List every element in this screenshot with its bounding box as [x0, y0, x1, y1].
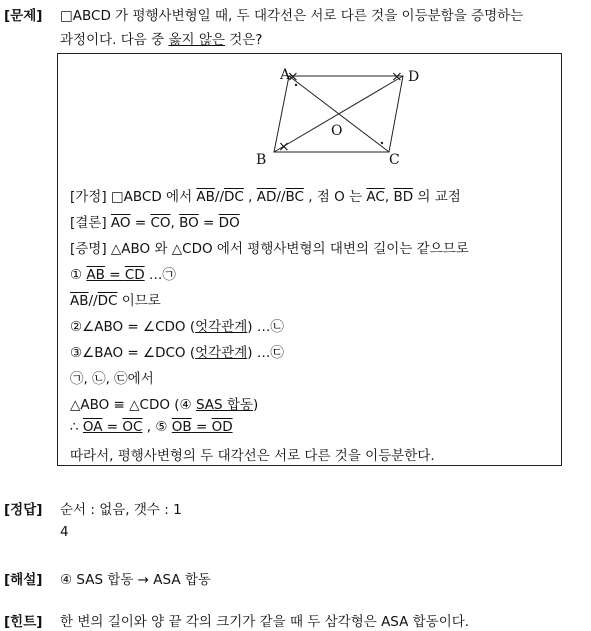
- angle-mark-d: ×: [287, 69, 299, 85]
- explanation-label: [해설]: [4, 572, 43, 588]
- problem-underlined-phrase: 옳지 않은: [168, 32, 225, 48]
- vertex-label-a: A: [280, 67, 291, 83]
- problem-line-2: 과정이다. 다음 중 옳지 않은 것은?: [60, 32, 263, 48]
- proof-step-3: ③∠BAO = ∠DCO (엇각관계) …㉢: [70, 345, 284, 361]
- hint-text: 한 변의 길이와 양 끝 각의 크기가 같을 때 두 삼각형은 ASA 합동이다.: [60, 614, 470, 630]
- angle-mark-d2: ×: [391, 69, 403, 85]
- vertex-label-d: D: [408, 69, 420, 85]
- angle-mark-b: ×: [278, 139, 290, 155]
- problem-line-1: □ABCD 가 평행사변형일 때, 두 대각선은 서로 다른 것을 이등분함을 증명하는: [60, 8, 524, 24]
- proof-step-4: ㉠, ㉡, ㉢에서: [70, 371, 154, 387]
- proof-step-1: ① AB = CD …㉠: [70, 267, 176, 283]
- proof-conclusion: [결론] $\overline{AO} = \overline{CO}$, $\overline{BO} = \overline{DO}$: [70, 215, 240, 231]
- proof-step-1b: $\overline{AB}//\overline{DC}$ 이므로: [70, 293, 161, 309]
- vertex-label-c: C: [389, 152, 400, 168]
- proof-final: 따라서, 평행사변형의 두 대각선은 서로 다른 것을 이등분한다.: [70, 448, 435, 464]
- vertex-label-b: B: [256, 152, 267, 168]
- proof-step-6: ∴ OA = OC , ⑤ OB = OD: [70, 419, 233, 435]
- proof-intro: [증명] △ABO 와 △CDO 에서 평행사변형의 대변의 길이는 같으므로: [70, 241, 469, 257]
- proof-box: [57, 53, 562, 466]
- answer-line-2: 4: [60, 524, 69, 540]
- proof-given: [가정] □ABCD 에서 $\overline{AB}//\overline{DC}$ , $\overline{AD}//\overline{BC}$ , 점 O 는 $\overline{AC}$, $\overline{BD}$ 의 교점: [70, 189, 461, 205]
- answer-label: [정답]: [4, 502, 43, 518]
- vertex-label-o: O: [331, 123, 343, 139]
- hint-label: [힌트]: [4, 614, 43, 630]
- parallelogram-figure: [58, 54, 563, 179]
- proof-step-5: △ABO ≡ △CDO (④ SAS 합동): [70, 397, 259, 413]
- proof-step-2: ②∠ABO = ∠CDO (엇각관계) …㉡: [70, 319, 284, 335]
- problem-label: [문제]: [4, 8, 43, 24]
- answer-line-1: 순서 : 없음, 갯수 : 1: [60, 502, 182, 518]
- explanation-text: ④ SAS 합동 → ASA 합동: [60, 572, 211, 588]
